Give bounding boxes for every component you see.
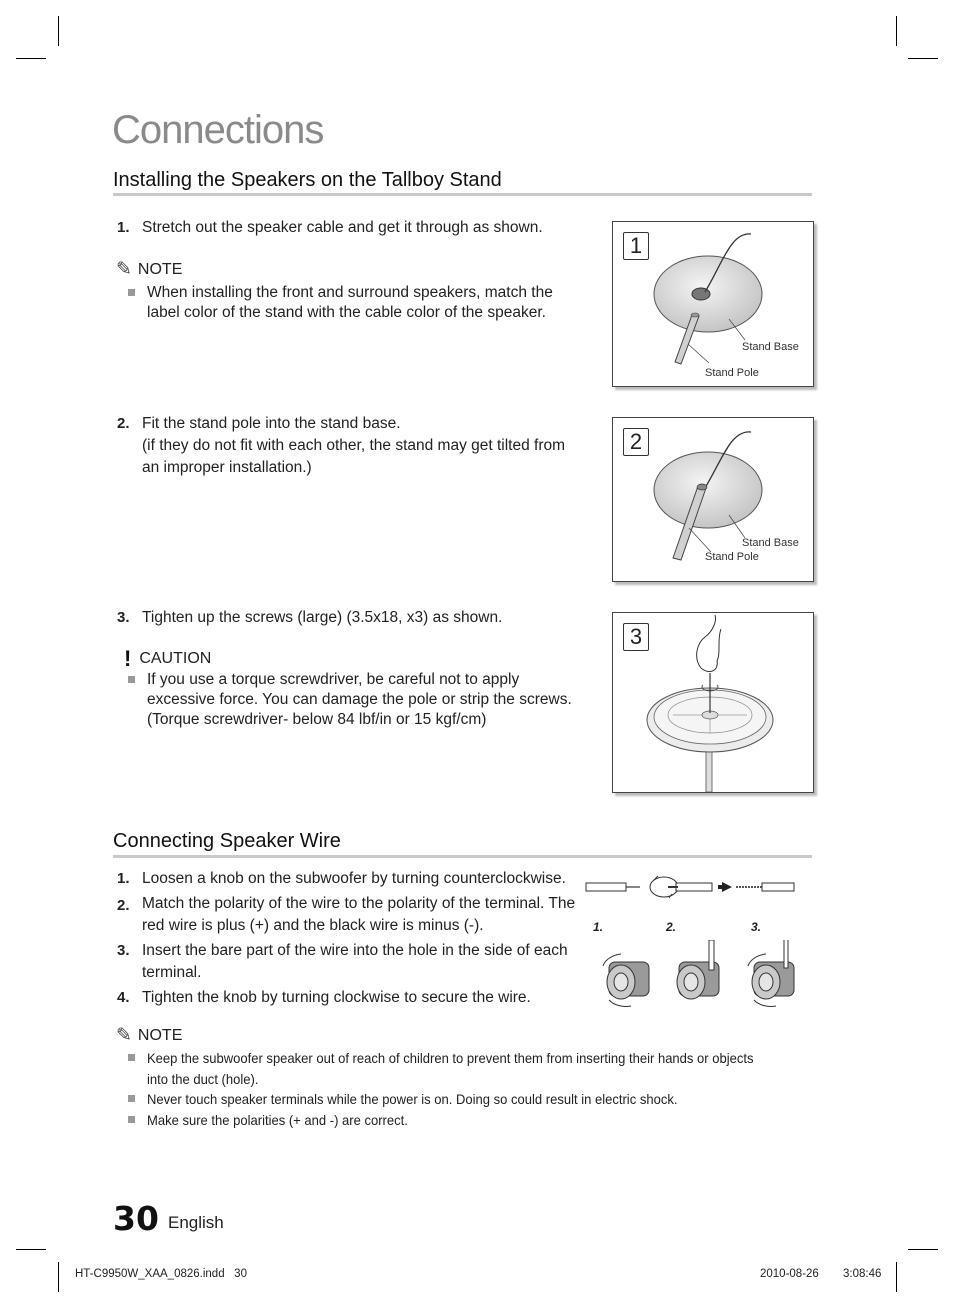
caution-label: CAUTION <box>139 650 212 667</box>
bullet-square <box>128 1095 135 1102</box>
step-number: 3. <box>117 609 130 626</box>
crop-mark <box>896 16 897 46</box>
crop-mark <box>58 1262 59 1292</box>
label-stand-pole: Stand Pole <box>705 551 759 563</box>
step-text: Insert the bare part of the wire into the hole in the side of each terminal. <box>142 942 568 981</box>
bullet-square <box>128 1116 135 1123</box>
note-heading <box>116 258 182 281</box>
diagram-step-label: 1. <box>593 920 604 934</box>
figure-badge: 2 <box>623 428 649 456</box>
label-stand-base: Stand Base <box>742 537 799 549</box>
footer-filename: HT-C9950W_XAA_0826.indd 30 <box>75 1268 247 1280</box>
bullet-square <box>128 1054 135 1061</box>
diagram-step-label: 3. <box>751 920 762 934</box>
note-heading <box>116 1024 182 1047</box>
section-title-speaker-wire: Connecting Speaker Wire <box>113 830 341 852</box>
step-number: 1. <box>117 870 130 887</box>
figure-badge: 3 <box>623 623 649 651</box>
label-stand-pole: Stand Pole <box>705 367 759 379</box>
crop-mark <box>58 16 59 46</box>
note-label: NOTE <box>137 1026 183 1044</box>
terminal-knob-illustration <box>585 940 815 1012</box>
step-number: 1. <box>117 219 130 236</box>
footer-date: 2010-08-26 <box>760 1268 819 1280</box>
step-text: Tighten up the screws (large) (3.5x18, x3) as shown. <box>142 609 503 626</box>
note-bullet-text: Make sure the polarities (+ and -) are correct. <box>147 1112 408 1128</box>
exclamation-icon: ! <box>124 646 132 671</box>
pencil-icon: ✎ <box>116 259 132 280</box>
step-text: Tighten the knob by turning clockwise to secure the wire. <box>142 989 531 1006</box>
crop-mark <box>16 1249 46 1250</box>
footer-time: 3:08:46 <box>843 1268 882 1280</box>
step-number: 3. <box>117 942 130 959</box>
bullet-square <box>128 289 135 296</box>
step-number: 4. <box>117 989 130 1006</box>
page-language: English <box>168 1213 224 1232</box>
caution-heading <box>116 646 211 672</box>
crop-mark <box>908 58 938 59</box>
stand-base-cable-illustration <box>613 222 813 386</box>
caution-text: If you use a torque screwdriver, be careful not to apply excessive force. You can damage the pole or strip the screws. (Torque screwdriver- below 84 lbf/in or 15 kgf/cm) <box>147 671 572 728</box>
step-number: 2. <box>117 415 130 432</box>
figure-stand-1 <box>612 221 814 387</box>
crop-mark <box>16 58 46 59</box>
figure-stand-2 <box>612 417 814 582</box>
diagram-step-label: 2. <box>666 920 677 934</box>
note-bullet-text: Never touch speaker terminals while the power is on. Doing so could result in electric shock. <box>147 1091 678 1107</box>
bullet-square <box>128 676 135 683</box>
note-bullet-text: When installing the front and surround speakers, match the label color of the stand with the cable color of the speaker. <box>147 284 553 321</box>
screw-tightening-illustration <box>613 613 813 792</box>
step-text: Stretch out the speaker cable and get it through as shown. <box>142 219 543 236</box>
section-rule <box>113 855 812 858</box>
note-bullet-text: Keep the subwoofer speaker out of reach of children to prevent them from inserting their hands or objects into the duct (hole). <box>147 1050 754 1087</box>
crop-mark <box>908 1249 938 1250</box>
step-text: Loosen a knob on the subwoofer by turning counterclockwise. <box>142 870 566 887</box>
section-rule <box>113 193 812 196</box>
step-number: 2. <box>117 897 130 914</box>
crop-mark <box>896 1262 897 1292</box>
figure-stand-3 <box>612 612 814 793</box>
note-label: NOTE <box>137 260 183 278</box>
page-number: 30 <box>113 1199 159 1238</box>
step-text: Fit the stand pole into the stand base. (if they do not fit with each other, the stand may get tilted from an improper installation.) <box>142 415 566 476</box>
pencil-icon: ✎ <box>116 1025 132 1046</box>
label-stand-base: Stand Base <box>742 341 799 353</box>
figure-badge: 1 <box>623 232 649 260</box>
section-title-tallboy: Installing the Speakers on the Tallboy Stand <box>113 169 502 191</box>
step-text: Match the polarity of the wire to the polarity of the terminal. The red wire is plus (+) and the black wire is minus (-). <box>142 895 576 934</box>
chapter-title: Connections <box>112 108 324 152</box>
